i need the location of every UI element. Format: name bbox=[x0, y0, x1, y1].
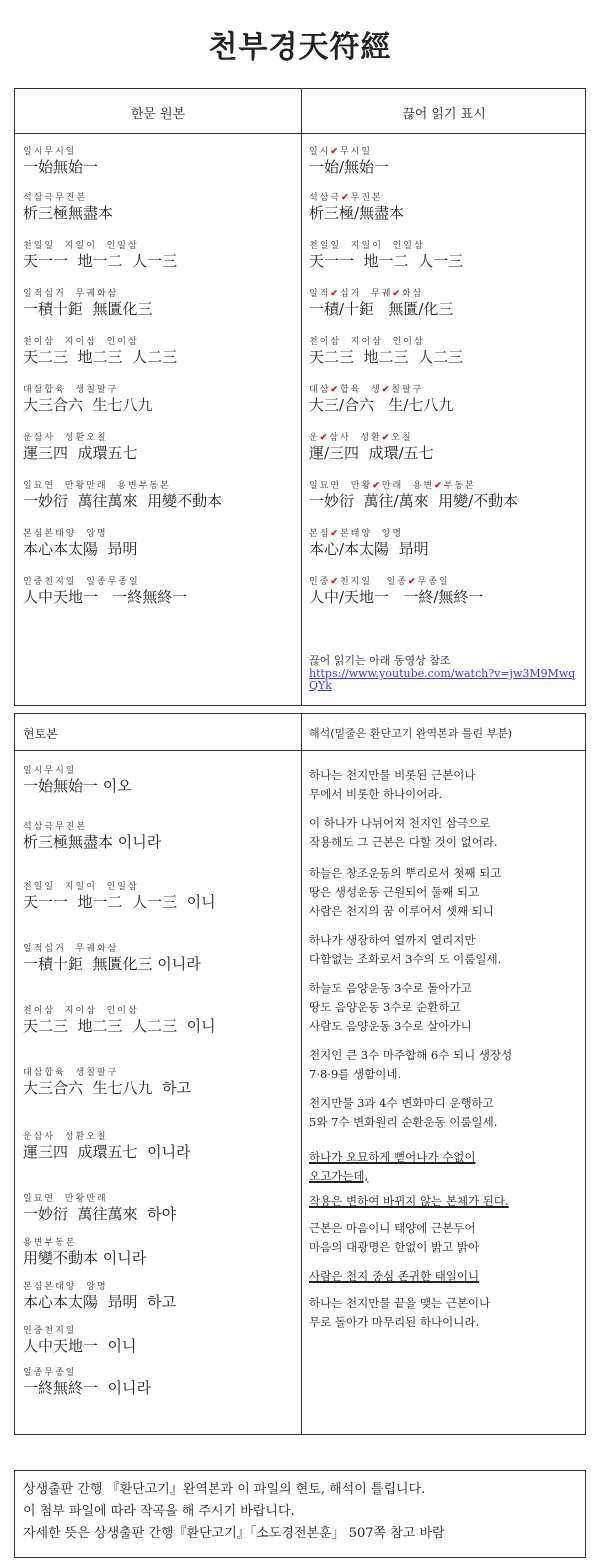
interpretation-line: 근본은 마음이니 태양에 근본두어 bbox=[309, 1221, 476, 1235]
marked-entry bbox=[309, 481, 581, 511]
hanja-text: 天一一 地一二 人一三 bbox=[309, 252, 464, 270]
hyeonto-entry bbox=[23, 822, 295, 852]
check-mark-icon: ✔ bbox=[330, 289, 340, 299]
check-mark-icon: ✔ bbox=[330, 529, 340, 539]
hangul-reading: 본심본태양 앙명 bbox=[23, 1282, 108, 1292]
hangul-reading: 일적✔십거 무궤✔화삼 bbox=[309, 289, 424, 299]
hanja-text: 一妙衍 萬往/萬來 用變/不動本 bbox=[309, 492, 519, 510]
hangul-reading: 대삼✔합육 생✔칠팔구 bbox=[309, 385, 424, 395]
hangul-reading: 천일일 지일이 인일삼 bbox=[309, 241, 425, 251]
hangul-reading: 석삼극✔무진본 bbox=[309, 193, 383, 203]
original-text-table bbox=[14, 88, 586, 706]
interpretation-line: 하나는 천지만물 비롯된 근본이나 bbox=[309, 768, 476, 782]
interpretation-line: 무로 돌아가 마무리된 하나이니라. bbox=[309, 1315, 480, 1329]
check-mark-icon: ✔ bbox=[341, 193, 351, 203]
interpretation-block bbox=[309, 1148, 581, 1186]
hangul-reading: 대삼합육 생칠팔구 bbox=[23, 385, 119, 395]
hanja-text: 一妙衍 萬往萬來 하야 bbox=[23, 1205, 177, 1223]
marked-entry bbox=[309, 241, 581, 271]
hanja-text: 天二三 地二三 人二三 bbox=[23, 348, 178, 366]
footer-notes bbox=[14, 1470, 586, 1558]
col-header-marked: 끊어 읽기 표시 bbox=[402, 107, 486, 122]
header-divider bbox=[15, 133, 585, 134]
check-mark-icon: ✔ bbox=[392, 289, 402, 299]
hangul-reading: 일적십거 무궤화삼 bbox=[23, 289, 119, 299]
interpretation-block bbox=[309, 1294, 581, 1332]
check-mark-icon: ✔ bbox=[330, 577, 340, 587]
interpretation-line: 천지인 큰 3수 마주합해 6수 되니 생장성 bbox=[309, 1048, 513, 1062]
interpretation-block bbox=[309, 814, 581, 852]
interpretation-line: 작용해도 그 근본은 다할 것이 없어라. bbox=[309, 835, 498, 849]
hyeonto-entry bbox=[23, 766, 295, 796]
original-entry bbox=[23, 433, 295, 463]
hanja-text: 本心/本太陽 昻明 bbox=[309, 540, 429, 558]
column-divider bbox=[301, 89, 302, 705]
hanja-text: 大三/合六 生/七八九 bbox=[309, 396, 454, 414]
hangul-reading: 일시무시일 bbox=[23, 766, 77, 776]
marked-entry bbox=[309, 433, 581, 463]
hangul-reading: 인중천지일 bbox=[23, 1326, 77, 1336]
hangul-reading: 일시✔무시일 bbox=[309, 147, 373, 157]
col-header-interpretation: 해석(밑줄은 환단고기 완역본과 틀린 부분) bbox=[309, 727, 513, 740]
interpretation-line: 마음의 대광명은 한없이 밝고 밝아 bbox=[309, 1240, 480, 1254]
footer-line: 상생출판 간행 『환단고기』완역본과 이 파일의 현토, 해석이 틀립니다. bbox=[23, 1482, 426, 1497]
video-note-block bbox=[309, 654, 581, 692]
interpretation-block bbox=[309, 931, 581, 969]
interpretation-block bbox=[309, 979, 581, 1036]
col-header-hyeonto: 현토본 bbox=[23, 727, 58, 741]
hanja-text: 天一一 地一二 人一三 bbox=[23, 252, 178, 270]
hanja-text: 大三合六 生七八九 bbox=[23, 396, 153, 414]
hyeonto-entry bbox=[23, 1368, 295, 1398]
interpretation-column bbox=[309, 766, 581, 1332]
hanja-text: 一終無終一 이니라 bbox=[23, 1379, 152, 1397]
hangul-reading: 천이삼 지이삼 인이삼 bbox=[309, 337, 425, 347]
marked-entry bbox=[309, 289, 581, 319]
interpretation-line: 하늘도 음양운동 3수로 돌아가고 bbox=[309, 981, 472, 995]
hangul-reading: 운✔삼사 성환✔오칠 bbox=[309, 433, 413, 443]
video-note: 끊어 읽기는 아래 동영상 참조 bbox=[309, 654, 451, 667]
hangul-reading: 본심본태양 앙명 bbox=[23, 529, 108, 539]
hanja-text: 人中天地一 이니 bbox=[23, 1337, 137, 1355]
hyeonto-entry bbox=[23, 1132, 295, 1162]
hanja-text: 一始/無始一 bbox=[309, 158, 390, 176]
original-entry bbox=[23, 241, 295, 271]
hangul-reading: 천이삼 지이삼 인이삼 bbox=[23, 1006, 139, 1016]
hangul-reading: 석삼극무진본 bbox=[23, 193, 88, 203]
original-entry bbox=[23, 147, 295, 177]
hanja-text: 大三合六 生七八九 하고 bbox=[23, 1079, 192, 1097]
marked-entry bbox=[309, 529, 581, 559]
hangul-reading: 일적십거 무궤화삼 bbox=[23, 944, 119, 954]
hanja-text: 一始無始一 이오 bbox=[23, 777, 132, 795]
check-mark-icon: ✔ bbox=[330, 147, 340, 157]
check-mark-icon: ✔ bbox=[381, 385, 392, 395]
hangul-reading: 인중천지일 일종무종일 bbox=[23, 577, 140, 587]
interpretation-line: 하나는 천지만물 끝을 맺는 근본이나 bbox=[309, 1296, 491, 1310]
hanja-text: 析三極/無盡本 bbox=[309, 204, 405, 222]
interpretation-line: 사람은 천지의 꿈 이루어서 셋째 되니 bbox=[309, 904, 494, 918]
hanja-text: 本心本太陽 昻明 하고 bbox=[23, 1293, 177, 1311]
hangul-reading: 일종무종일 bbox=[23, 1368, 77, 1378]
marked-entry bbox=[309, 147, 581, 177]
interpretation-block bbox=[309, 864, 581, 921]
column-divider bbox=[301, 714, 302, 1434]
original-entry bbox=[23, 481, 295, 511]
underlined-line: 하나가 오묘하게 뻗어나가 수없이 bbox=[309, 1150, 476, 1164]
check-mark-icon: ✔ bbox=[434, 481, 444, 491]
hanja-text: 用變不動本 이니라 bbox=[23, 1249, 147, 1267]
hanja-text: 本心本太陽 昻明 bbox=[23, 540, 138, 558]
hanja-text: 運/三四 成環/五七 bbox=[309, 444, 434, 462]
interpretation-line: 사람도 음양운동 3수로 살아가니 bbox=[309, 1019, 472, 1033]
youtube-link[interactable]: https://www.youtube.com/watch?v=jw3M9MwqQYk bbox=[309, 667, 576, 692]
hangul-reading: 용변부동본 bbox=[23, 1238, 77, 1248]
footer-line: 자세한 뜻은 상생출판 간행『환단고기』「소도경전본훈」 507쪽 참고 바람 bbox=[23, 1526, 445, 1541]
interpretation-block bbox=[309, 1219, 581, 1257]
check-mark-icon: ✔ bbox=[319, 433, 330, 443]
interpretation-block bbox=[309, 1094, 581, 1132]
hanja-text: 人中天地一 一終無終一 bbox=[23, 588, 188, 606]
hyeonto-entry bbox=[23, 1326, 295, 1356]
hyeonto-entry bbox=[23, 1194, 295, 1224]
interpretation-line: 하나가 생장하여 열까지 열리지만 bbox=[309, 933, 476, 947]
hanja-text: 一積十鉅 無匱化三 이니라 bbox=[23, 955, 201, 973]
col-header-original: 한문 원본 bbox=[130, 107, 186, 122]
hanja-text: 一積/十鉅 無匱/化三 bbox=[309, 300, 454, 318]
hyeonto-entry bbox=[23, 944, 295, 974]
marked-entry bbox=[309, 337, 581, 367]
marked-column bbox=[309, 147, 581, 625]
hangul-reading: 일묘연 만왕✔만래 용변✔부동본 bbox=[309, 481, 476, 491]
hanja-text: 天二三 地二三 人二三 bbox=[309, 348, 464, 366]
underlined-line: 오고가는데, bbox=[309, 1169, 369, 1183]
hyeonto-column bbox=[23, 766, 295, 1398]
hyeonto-entry bbox=[23, 1282, 295, 1312]
hangul-reading: 일묘연 만왕만래 용변부동본 bbox=[23, 481, 171, 491]
hanja-text: 運三四 成環五七 bbox=[23, 444, 138, 462]
hangul-reading: 본심✔본태양 앙명 bbox=[309, 529, 404, 539]
hangul-reading: 대삼합육 생칠팔구 bbox=[23, 1068, 119, 1078]
interpretation-block bbox=[309, 1192, 581, 1211]
original-entry bbox=[23, 337, 295, 367]
hangul-reading: 운삼사 성환오칠 bbox=[23, 433, 108, 443]
marked-entry bbox=[309, 385, 581, 415]
hangul-reading: 인중✔천지일 일종✔무종일 bbox=[309, 577, 450, 587]
hanja-text: 運三四 成環五七 이니라 bbox=[23, 1143, 191, 1161]
footer-line: 이 첨부 파일에 따라 작곡을 해 주시기 바랍니다. bbox=[23, 1504, 295, 1519]
hangul-reading: 일시무시일 bbox=[23, 147, 77, 157]
hanja-text: 析三極無盡本 이니라 bbox=[23, 833, 162, 851]
hyeonto-entry bbox=[23, 1006, 295, 1036]
underlined-line: 사람은 천지 중심 존귀한 태일이니 bbox=[309, 1269, 480, 1283]
hanja-text: 一妙衍 萬往萬來 用變不動本 bbox=[23, 492, 223, 510]
hanja-text: 天一一 地一二 人一三 이니 bbox=[23, 893, 216, 911]
interpretation-block bbox=[309, 1046, 581, 1084]
underlined-line: 작용은 변하여 바뀌지 않는 본체가 된다. bbox=[309, 1194, 509, 1208]
hanja-text: 天二三 地二三 人二三 이니 bbox=[23, 1017, 216, 1035]
check-mark-icon: ✔ bbox=[372, 481, 382, 491]
hanja-text: 一積十鉅 無匱化三 bbox=[23, 300, 153, 318]
interpretation-line: 땅도 음양운동 3수로 순환하고 bbox=[309, 1000, 461, 1014]
page-title: 천부경天符經 bbox=[208, 30, 392, 65]
original-entry bbox=[23, 529, 295, 559]
interpretation-line: 5와 7수 변화원리 순환운동 이룸일세. bbox=[309, 1115, 498, 1129]
interpretation-block bbox=[309, 1267, 581, 1286]
hyeonto-entry bbox=[23, 1068, 295, 1098]
header-divider bbox=[15, 750, 585, 751]
hanja-text: 析三極無盡本 bbox=[23, 204, 114, 222]
hangul-reading: 천이삼 지이삼 인이삼 bbox=[23, 337, 139, 347]
interpretation-line: 땅은 생성운동 근원되어 둘째 되고 bbox=[309, 885, 480, 899]
check-mark-icon: ✔ bbox=[330, 385, 340, 395]
original-entry bbox=[23, 289, 295, 319]
check-mark-icon: ✔ bbox=[381, 433, 392, 443]
interpretation-line: 하늘은 창조운동의 뿌리로서 첫째 되고 bbox=[309, 866, 502, 880]
hangul-reading: 천일일 지일이 인일삼 bbox=[23, 241, 139, 251]
interpretation-line: 무에서 비롯한 하나이어라. bbox=[309, 787, 443, 801]
original-entry bbox=[23, 193, 295, 223]
hangul-reading: 일묘연 만왕만래 bbox=[23, 1194, 108, 1204]
marked-entry bbox=[309, 193, 581, 223]
hanja-text: 一始無始一 bbox=[23, 158, 99, 176]
hangul-reading: 석삼극무진본 bbox=[23, 822, 88, 832]
interpretation-line: 다함없는 조화로서 3수의 도 이룸일세. bbox=[309, 952, 502, 966]
hanja-text: 人中/天地一 一終/無終一 bbox=[309, 588, 484, 606]
original-column bbox=[23, 147, 295, 625]
interpretation-table bbox=[14, 713, 586, 1435]
hangul-reading: 운삼사 성환오칠 bbox=[23, 1132, 108, 1142]
interpretation-line: 7·8·9를 생함이네. bbox=[309, 1067, 402, 1081]
original-entry bbox=[23, 577, 295, 607]
original-entry bbox=[23, 385, 295, 415]
interpretation-line: 천지만물 3과 4수 변화마디 운행하고 bbox=[309, 1096, 494, 1110]
hyeonto-entry bbox=[23, 882, 295, 912]
marked-entry bbox=[309, 577, 581, 607]
hangul-reading: 천일일 지일이 인일삼 bbox=[23, 882, 139, 892]
check-mark-icon: ✔ bbox=[408, 577, 418, 587]
interpretation-line: 이 하나가 나뉘어져 천지인 삼극으로 bbox=[309, 816, 491, 830]
interpretation-block bbox=[309, 766, 581, 804]
hyeonto-entry bbox=[23, 1238, 295, 1268]
